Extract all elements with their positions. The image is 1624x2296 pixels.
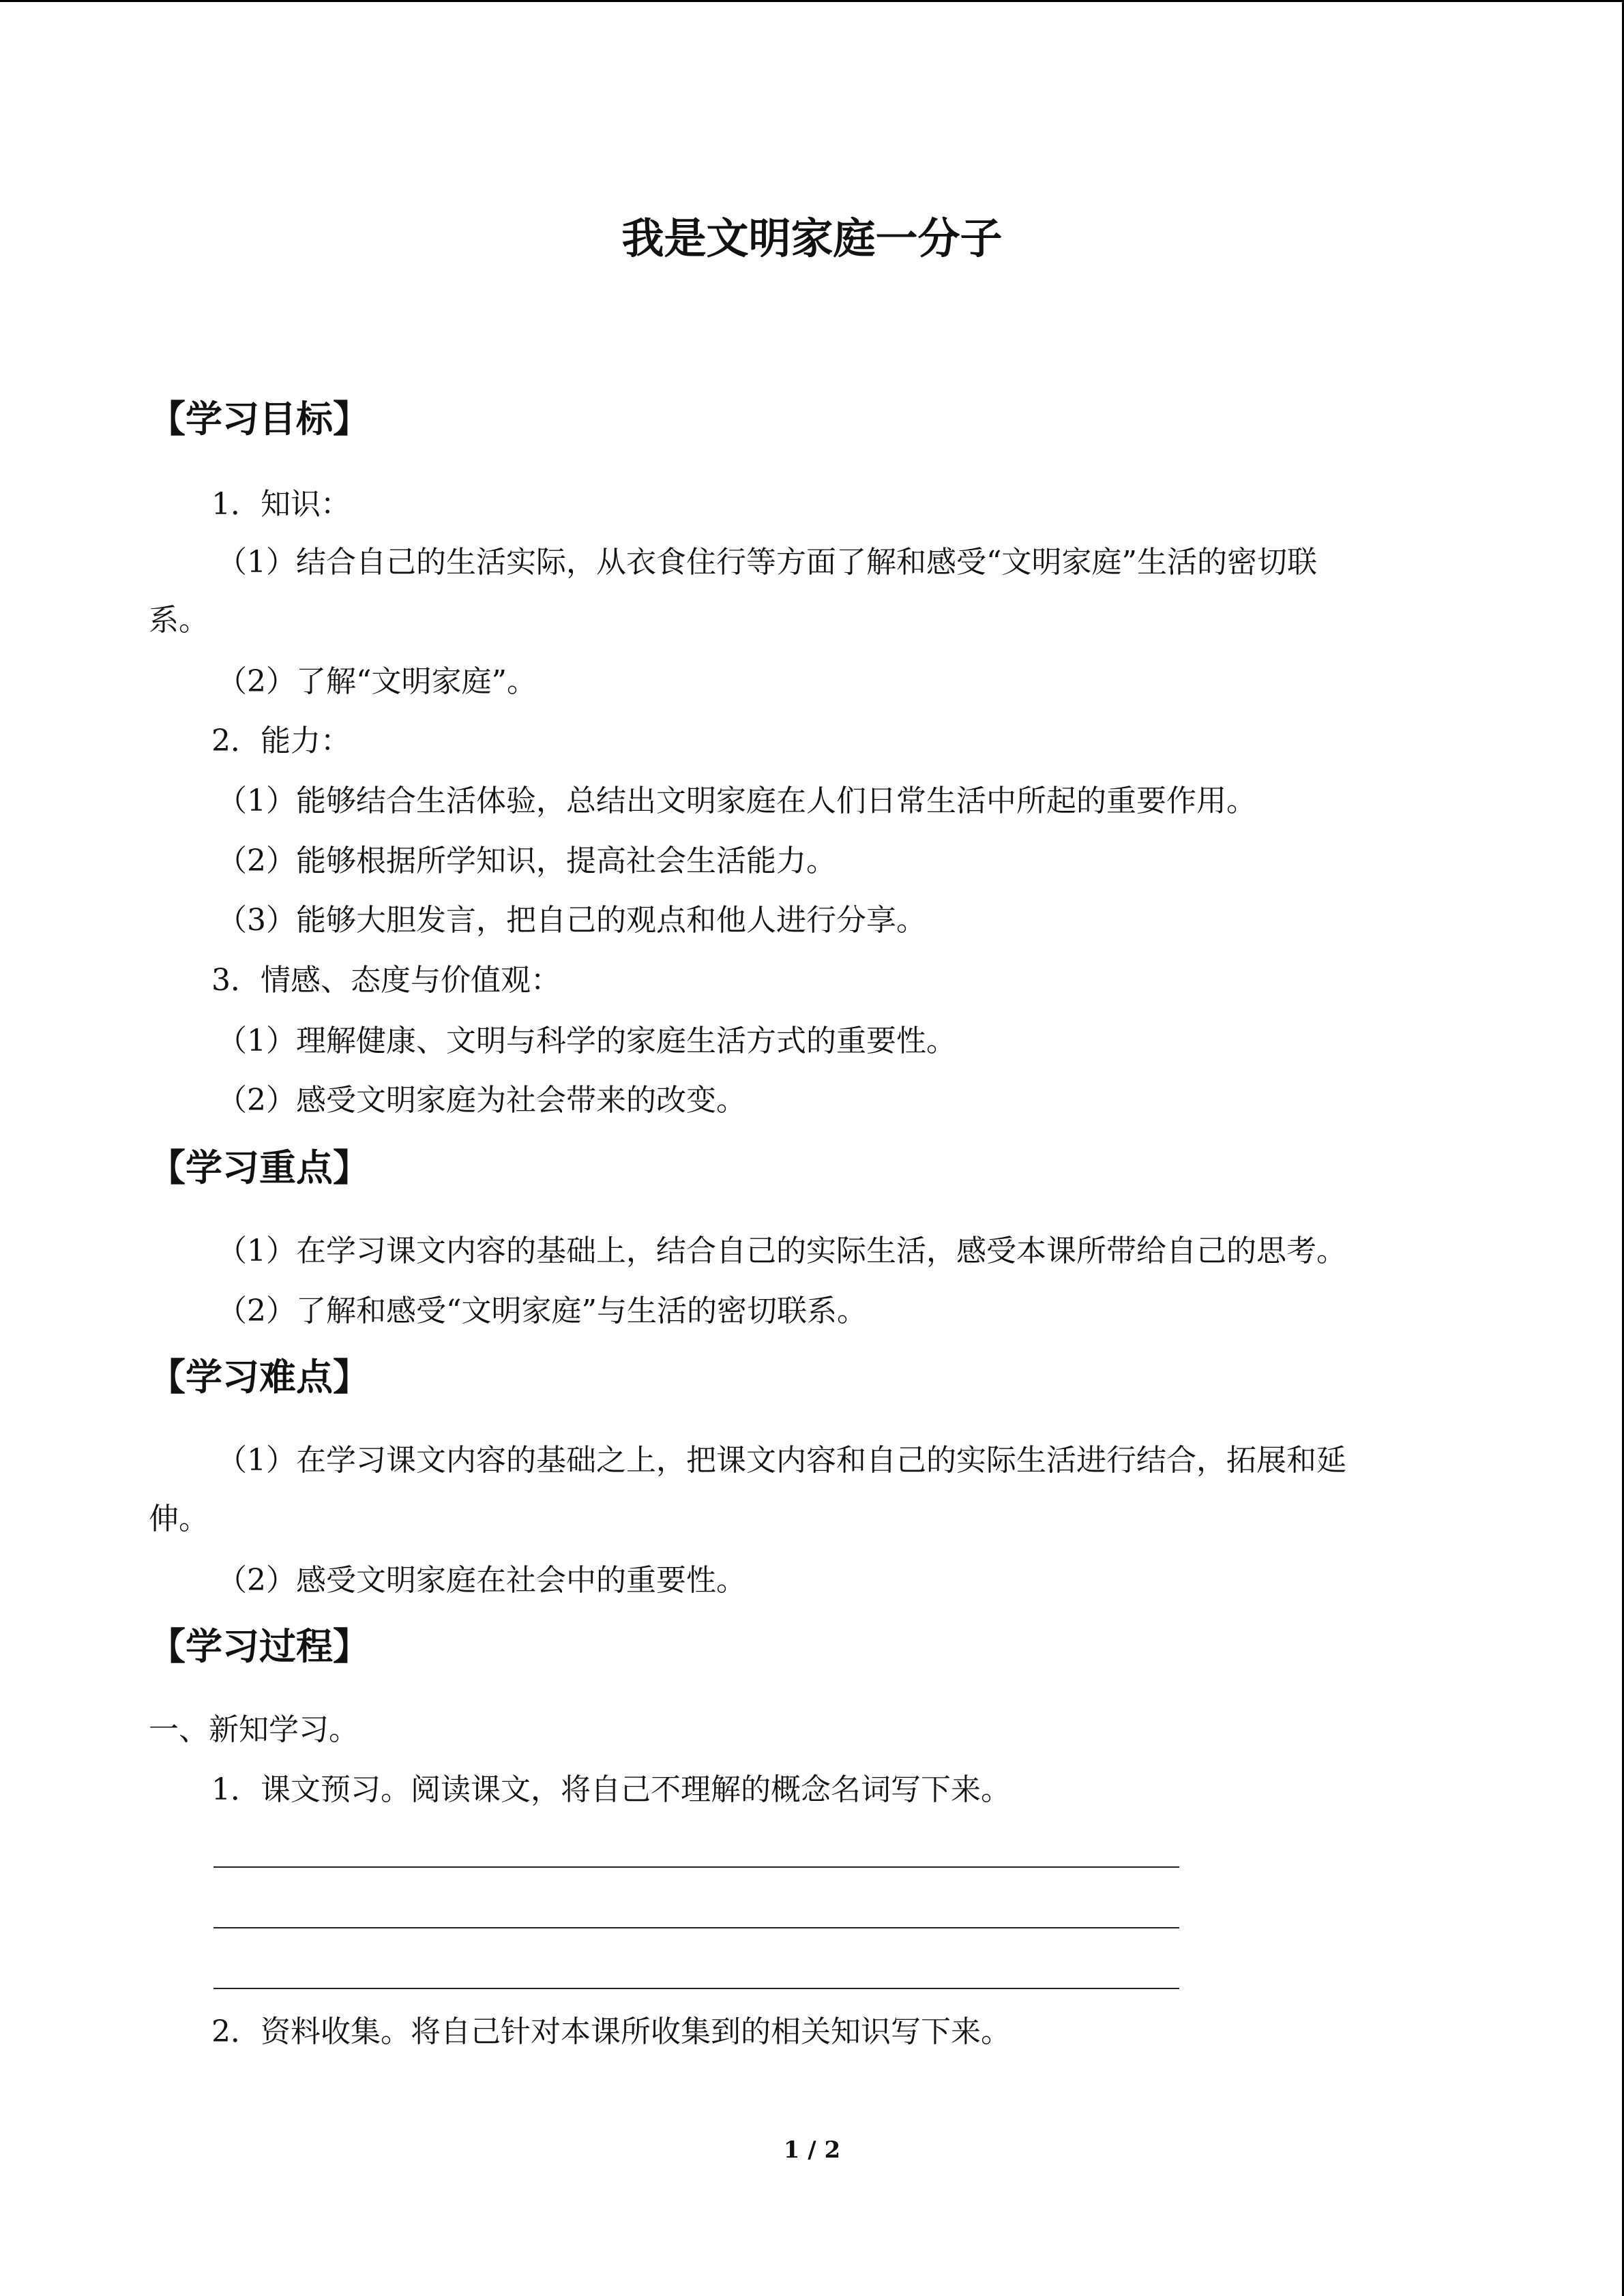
answer-line[interactable] [213,1927,1179,1928]
objectives-heading: 【学习目标】 [149,398,370,441]
page-title: 我是文明家庭一分子 [621,213,1003,263]
key-points-heading: 【学习重点】 [149,1146,370,1189]
objectives-line: （1）能够结合生活体验，总结出文明家庭在人们日常生活中所起的重要作用。 [217,784,1256,818]
difficulties-heading: 【学习难点】 [149,1356,370,1399]
objectives-line: （2）了解“文明家庭”。 [217,664,537,699]
difficulties-line: 伸。 [149,1502,209,1536]
difficulties-line: （1）在学习课文内容的基础之上，把课文内容和自己的实际生活进行结合，拓展和延 [217,1443,1346,1478]
objectives-line: （3）能够大胆发言，把自己的观点和他人进行分享。 [217,903,926,938]
objectives-line: （2）能够根据所学知识，提高社会生活能力。 [217,844,836,878]
key-points-line: （1）在学习课文内容的基础上，结合自己的实际生活，感受本课所带给自己的思考。 [217,1234,1346,1268]
process-line: 2．资料收集。将自己针对本课所收集到的相关知识写下来。 [211,2014,1011,2049]
process-line: 一、新知学习。 [149,1712,359,1747]
objectives-line: 系。 [149,603,209,638]
key-points-line: （2）了解和感受“文明家庭”与生活的密切联系。 [217,1294,867,1328]
process-line: 1．课文预习。阅读课文，将自己不理解的概念名词写下来。 [211,1772,1011,1807]
answer-line[interactable] [213,1988,1179,1989]
objectives-line: （1）理解健康、文明与科学的家庭生活方式的重要性。 [217,1024,956,1058]
page-number: 1 / 2 [783,2136,841,2164]
objectives-line: 1．知识： [211,487,351,522]
process-heading: 【学习过程】 [149,1625,370,1668]
objectives-line: （2）感受文明家庭为社会带来的改变。 [217,1083,746,1118]
page-border-top [0,0,1624,2]
objectives-line: 3．情感、态度与价值观： [211,963,561,998]
objectives-line: （1）结合自己的生活实际，从衣食住行等方面了解和感受“文明家庭”生活的密切联 [217,545,1317,580]
difficulties-line: （2）感受文明家庭在社会中的重要性。 [217,1563,746,1598]
answer-line[interactable] [213,1866,1179,1868]
objectives-line: 2．能力： [211,724,351,758]
